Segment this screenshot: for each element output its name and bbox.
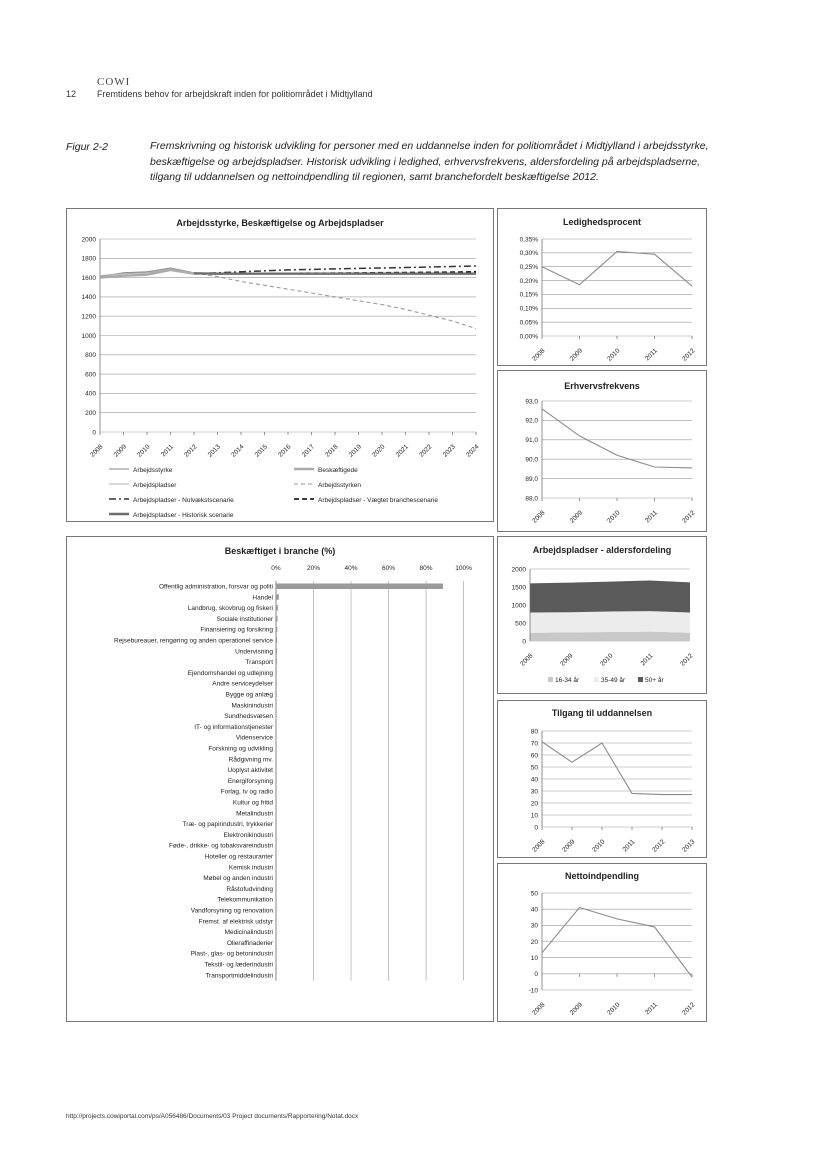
category-label: Medicinalindustri [224,929,273,937]
x-tick-label: 100% [455,565,472,572]
chart-title: Nettoindpendling [565,871,639,881]
y-tick-label: 1000 [511,602,526,610]
category-label: Olieraffinaderier [226,939,273,947]
y-tick-label: 2000 [81,236,96,244]
y-tick-label: 400 [85,390,96,398]
legend-swatch [638,677,643,682]
x-tick-label: 2008 [531,347,547,363]
bar [276,702,277,708]
legend-swatch [594,677,599,682]
bar [276,843,277,849]
series-line-0 [542,742,692,795]
y-tick-label: 0 [92,429,96,437]
bar [276,648,277,654]
category-label: Offentlig administration, forsvar og politi [158,583,273,591]
y-tick-label: 0,35% [519,236,538,244]
x-tick-label: 2016 [277,443,293,459]
bar [276,681,277,687]
y-tick-label: 0,30% [519,250,538,258]
category-label: Finansiering og forsikring [200,626,273,634]
x-tick-label: 2013 [206,443,222,459]
legend-label: Arbejdspladser [133,482,177,489]
bar [276,918,277,924]
legend-label: Beskæftigede [318,467,358,474]
x-tick-label: 2012 [183,443,199,459]
bar [276,767,277,773]
y-tick-label: 500 [515,620,526,628]
category-label: Råstofudvinding [226,885,273,893]
y-tick-label: 30 [530,788,538,796]
bar [276,670,277,676]
category-label: Uoplyst aktivitet [227,767,273,775]
category-label: Kultur og fritid [232,799,273,807]
bar [276,897,277,903]
x-tick-label: 2022 [418,443,434,459]
netto-chart [498,864,706,1021]
bar [276,864,277,870]
panel-tilgang [497,700,707,858]
chart-title: Arbejdspladser - aldersfordeling [532,545,672,555]
bar [276,832,277,838]
bar [276,929,277,935]
bar [276,821,277,827]
y-tick-label: 92,0 [525,417,538,425]
x-tick-label: 2021 [394,443,410,459]
y-tick-label: 0,15% [519,291,538,299]
category-label: Maskinindustri [231,702,273,710]
category-label: Transportmiddelindustri [205,972,273,980]
legend-label: 50+ år [645,677,664,684]
bar [276,962,277,968]
bar [276,908,277,914]
x-tick-label: 2019 [347,443,363,459]
category-label: Træ- og papirindustri, trykkerier [182,821,273,829]
y-tick-label: 1800 [81,255,96,263]
bar [276,789,277,795]
chart-title: Erhvervsfrekvens [564,381,640,391]
chart-title: Tilgang til uddannelsen [551,708,653,718]
x-tick-label: 2010 [599,652,615,668]
bar [276,735,277,741]
bar [276,692,277,698]
panel-erhverv [497,370,707,532]
x-tick-label: 2018 [324,443,340,459]
bar [276,594,279,600]
figure-caption: Fremskrivning og historisk udvikling for personer med en uddannelse inden for politiområdet i Midtjylland i arbejdsstyrke, beskæftigelse og arbejdspladser. Historisk udvikling i ledighed, erhvervsfrekvens, aldersfordeling på arbejdspladserne, tilgang til uddannelsen og nettoindpendling til regionen, samt branchefordelt beskæftigelse 2012. [150,140,709,183]
category-label: Videnservice [235,734,273,742]
panel-ledighed [497,208,707,366]
x-tick-label: 2010 [606,1001,622,1017]
running-title: Fremtidens behov for arbejdskraft inden for politiområdet i Midtjylland [97,89,373,99]
x-tick-label: 2010 [606,509,622,525]
x-tick-label: 2009 [568,509,584,525]
x-tick-label: 2011 [644,509,659,525]
main-line-chart [67,209,493,521]
panel-alder [497,536,707,694]
y-tick-label: 1500 [511,584,526,592]
y-tick-label: 30 [530,922,538,930]
y-tick-label: 1200 [81,313,96,321]
bar [276,940,277,946]
category-label: Sundhedsvæsen [224,713,273,721]
y-tick-label: 10 [530,812,538,820]
bar [276,972,277,978]
chart-title: Arbejdsstyrke, Beskæftigelse og Arbejdspladser [176,218,384,228]
footer-path: http://projects.cowiportal.com/ps/A056486/Documents/03 Project documents/Rapportering/Notat.docx [66,1113,359,1120]
y-tick-label: 40 [530,776,538,784]
y-tick-label: 0,05% [519,319,538,327]
area-0 [530,632,690,641]
x-tick-label: 40% [344,565,358,572]
x-tick-label: 2024 [465,443,481,459]
bar [276,584,443,590]
y-tick-label: 0 [522,638,526,646]
category-label: Forskning og udvikling [208,745,273,753]
bar [276,778,277,784]
area-2 [530,581,690,613]
category-label: Møbel og anden industri [203,875,273,883]
x-tick-label: 2012 [681,1001,697,1017]
category-label: Plast-, glas- og betonindustri [190,950,273,958]
y-tick-label: 200 [85,410,96,417]
x-tick-label: 2010 [136,443,152,459]
x-tick-label: 2012 [679,652,695,668]
y-tick-label: 80 [530,728,538,736]
bar [276,746,277,752]
legend-label: 35-49 år [601,677,626,684]
y-tick-label: 0,00% [519,333,538,341]
y-tick-label: 50 [530,764,538,772]
erhverv-chart [498,371,706,531]
category-label: Metalindustri [236,810,273,818]
series-line-arbejdsstyrken [194,273,476,329]
x-tick-label: 2009 [561,838,577,854]
x-tick-label: 2015 [253,443,269,459]
y-tick-label: 40 [530,906,538,914]
panel-netto [497,863,707,1022]
category-label: Kemisk industri [228,864,273,872]
x-tick-label: 0% [271,565,281,572]
bar [276,616,278,622]
x-tick-label: 2008 [531,509,547,525]
y-tick-label: 70 [530,740,538,748]
category-label: Handel [252,594,273,602]
y-tick-label: 600 [85,371,96,379]
category-label: Forlag, tv og radio [220,788,273,796]
category-label: Elektronikindustri [223,831,273,839]
bar [276,659,277,665]
legend-swatch [548,677,553,682]
page-number: 12 [66,89,77,99]
x-tick-label: 20% [307,565,321,572]
category-label: Rejsebureauer, rengøring og anden operationel service [114,637,273,645]
category-label: Sociale institutioner [216,615,273,623]
y-tick-label: 0,25% [519,264,538,272]
x-tick-label: 2011 [644,347,659,363]
bar [276,713,277,719]
x-tick-label: 2008 [89,443,105,459]
x-tick-label: 60% [382,565,396,572]
category-label: Transport [245,659,273,667]
series-line-0 [542,252,692,287]
y-tick-label: 90,0 [525,456,538,464]
x-tick-label: 2011 [639,652,655,668]
bar [276,638,277,644]
panel-branche [66,536,494,1022]
y-tick-label: 60 [530,752,538,760]
series-line-0 [542,908,692,978]
x-tick-label: 2023 [441,443,457,459]
bar [276,810,277,816]
x-tick-label: 2010 [591,838,607,854]
x-tick-label: 2009 [559,652,575,668]
bar [276,875,277,881]
alder-area-chart [498,537,706,693]
bar [276,756,277,762]
x-tick-label: 2012 [681,347,697,363]
company-logo: COWI [97,76,131,88]
category-label: Ejendomshandel og udlejning [187,669,273,677]
x-tick-label: 2013 [681,838,697,854]
y-tick-label: 0 [534,971,538,979]
category-label: Føde-, drikke- og tobaksvareindustri [168,842,273,850]
category-label: Telekommunikation [217,896,273,904]
x-tick-label: 2012 [651,838,667,854]
category-label: IT- og informationstjenester [194,723,273,731]
legend-label: Arbejdsstyrken [318,482,361,489]
y-tick-label: 0 [534,824,538,832]
chart-title: Ledighedsprocent [562,217,642,227]
category-label: Undervisning [235,648,273,656]
category-label: Bygge og anlæg [225,691,273,699]
y-tick-label: 2000 [511,566,526,574]
x-tick-label: 2008 [531,838,547,854]
category-label: Tekstil- og læderindustri [204,961,273,969]
area-1 [530,611,690,633]
bar [276,605,278,611]
y-tick-label: 89,0 [525,475,538,483]
legend-label: 16-34 år [555,677,580,684]
branche-bar-chart [67,537,493,1021]
y-tick-label: 93,0 [525,398,538,406]
y-tick-label: 0,20% [519,277,538,285]
legend-label: Arbejdspladser - Nulvækstscenarie [133,497,234,504]
category-label: Hoteller og restauranter [204,853,273,861]
chart-title: Beskæftiget i branche (%) [224,546,336,556]
category-label: Rådgivning mv. [228,756,273,764]
category-label: Vandforsyning og renovation [190,907,273,915]
x-tick-label: 2008 [531,1001,547,1017]
y-tick-label: 800 [85,352,96,360]
y-tick-label: 91,0 [525,437,538,445]
x-tick-label: 2020 [371,443,387,459]
tilgang-chart [498,701,706,857]
legend-label: Arbejdspladser - Historisk scenarie [133,512,234,519]
x-tick-label: 2011 [160,443,175,459]
legend-label: Arbejdsstyrke [133,467,173,474]
category-label: Landbrug, skovbrug og fiskeri [187,605,273,613]
y-tick-label: 20 [530,800,538,808]
y-tick-label: -10 [528,987,538,995]
y-tick-label: 50 [530,890,538,898]
category-label: Fremst. af elektrisk udstyr [198,918,273,926]
x-tick-label: 2011 [644,1001,659,1017]
y-tick-label: 88,0 [525,495,538,503]
x-tick-label: 2010 [606,347,622,363]
x-tick-label: 2014 [230,443,246,459]
y-tick-label: 20 [530,938,538,946]
figure-label: Figur 2-2 [66,141,109,153]
x-tick-label: 2012 [681,509,697,525]
category-label: Energiforsyning [227,777,273,785]
x-tick-label: 2009 [568,1001,584,1017]
y-tick-label: 1400 [81,294,96,302]
y-tick-label: 1000 [81,332,96,340]
x-tick-label: 2009 [568,347,584,363]
y-tick-label: 1600 [81,274,96,282]
panel-main-chart [66,208,494,522]
bar [276,800,277,806]
bar [276,951,277,957]
y-tick-label: 10 [530,954,538,962]
ledighed-chart [498,209,706,365]
bar [276,627,277,633]
x-tick-label: 2009 [112,443,128,459]
y-tick-label: 0,10% [519,305,538,313]
x-tick-label: 2008 [519,652,535,668]
bar [276,854,277,860]
x-tick-label: 2011 [621,838,637,854]
bar [276,886,277,892]
x-tick-label: 80% [419,565,433,572]
bar [276,724,277,730]
category-label: Andre serviceydelser [212,680,273,688]
x-tick-label: 2017 [300,443,316,459]
legend-label: Arbejdspladser - Vægtet branchescenarie [318,497,438,504]
